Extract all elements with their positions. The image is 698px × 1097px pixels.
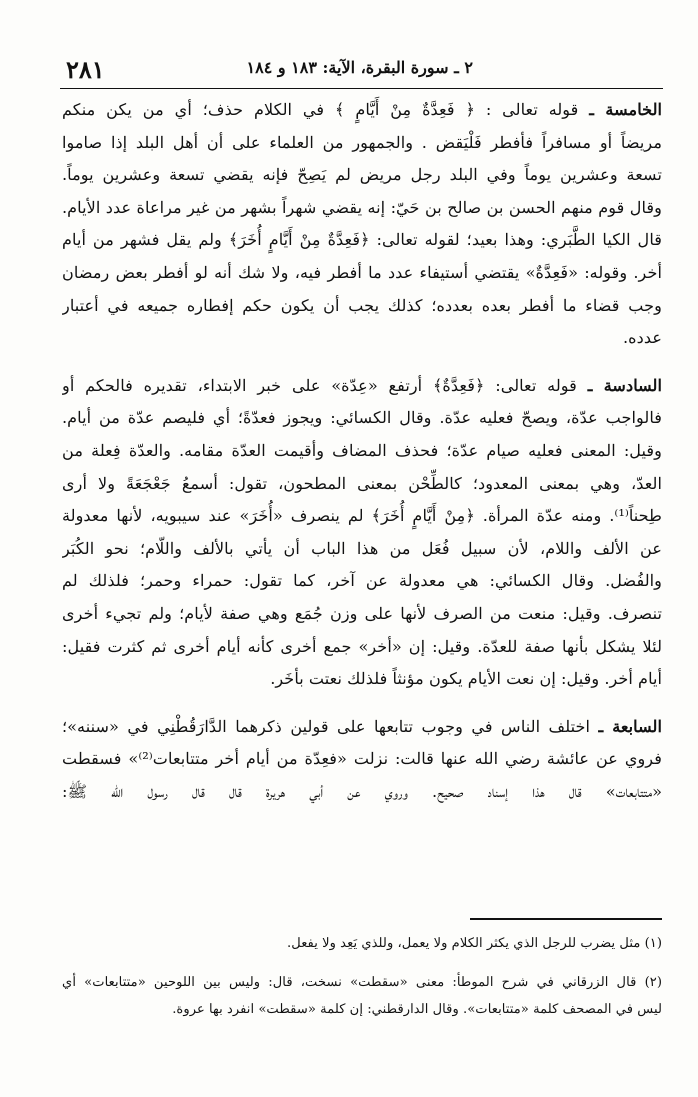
text-line: تسعة وعشرين يوماً وفي البلد رجل مريض لم يَصِحّ فإنه يقضي تسعة وعشرين يوماً.: [62, 165, 662, 185]
section-lead: السابعة ـ: [598, 716, 662, 736]
section-lead: السادسة ـ: [587, 375, 662, 395]
footnotes: [62, 930, 662, 1023]
text-line: فالواجب عدّة، ويصحّ فعليه عدّة. وقال الكسائي: ويجوز فعدّةً؛ أي فليصم عدّة من أيام.: [62, 408, 662, 428]
paragraph-sixth: [62, 370, 662, 696]
footnote-1: (١) مثل يضرب للرجل الذي يكثر الكلام ولا يعمل، وللذي يَعِد ولا يفعل.: [287, 936, 662, 951]
text-line: وقيل: المعنى فعليه صيام عدّة؛ فحذف المضاف وأقيمت العدّة مقامه. والعدّة فِعلة من: [62, 440, 662, 460]
footnote-2: (٢) قال الزرقاني في شرح الموطأ: معنى «سقطت» نسخت، قال: وليس بين اللوحين «متتابعات» أي: [62, 975, 662, 990]
text-line: عدده.: [623, 328, 662, 348]
text-line: أخر. وقوله: «فَعِدَّةٌ» يقتضي أستيفاء عدد ما أفطر فيه، ولا شك أنه لو أفطر بعض رمضان: [62, 262, 662, 282]
text-line: قال الكيا الطَّبَري: وهذا بعيد؛ لقوله تعالى: ﴿فَعِدَّةٌ مِنْ أَيَّامٍ أُخَرَ﴾ ولم يقل فشهر من أيام: [62, 230, 662, 250]
text-line: عن الألف واللام، لأن سبيل فُعَل من هذا الباب أن يأتي بالألف واللّام؛ نحو الكُبَر: [62, 538, 662, 558]
footnote-divider: [470, 918, 662, 920]
text-line: العدّ، وهي بمعنى المعدود؛ كالطِّحْن بمعنى المطحون، تقول: أسمعُ جَعْجَعَةً ولا أرى: [62, 473, 662, 493]
running-title: ٢ ـ سورة البقرة، الآية: ١٨٣ و ١٨٤: [246, 58, 473, 77]
text-line: «متتابعات» قال هذا إسناد صحيح. وروي عن أبي هريرة قال قال رسول الله ﷺ:: [62, 781, 662, 801]
text-line: وجب قضاء ما أفطر بعده بعدده؛ كذلك يجب أن يكون حكم إفطاره جميعه في أعتبار: [62, 295, 662, 315]
text-line: الخامسة ـ قوله تعالى : ﴿ فَعِدَّةٌ مِنْ أَيَّامٍ ﴾ في الكلام حذف؛ أي من يكن منكم: [62, 100, 662, 119]
paragraph-fifth: [62, 94, 662, 355]
text-line: السابعة ـ اختلف الناس في وجوب تتابعها على قولين ذكرهما الدَّارَقُطْنِي في «سننه»؛: [62, 716, 662, 736]
main-text: [62, 94, 662, 808]
text-line: وقال قوم منهم الحسن بن صالح بن حَيّ: إنه يقضي شهراً بشهر من غير مراعاة عدد الأيام.: [62, 197, 662, 217]
text-line: طِحناً⁽¹⁾. ومنه عدّة المرأة. ﴿مِنْ أَيَّامٍ أُخَرَ﴾ لم ينصرف «أُخَرَ» عند سيبويه، لأنها معدولة: [62, 506, 662, 526]
page-header: [58, 55, 663, 88]
paragraph-seventh: [62, 711, 662, 809]
text-line: مريضاً أو مسافراً فأفطر فَلْيَقض . والجمهور من العلماء على أن أهل البلد إذا صاموا: [62, 132, 662, 152]
text-line: لئلا يشكل بأنها صفة للعدّة. وقيل: إن «أخر» جمع أخرى كأنه أيام أخرى ثم كثرت فقيل:: [62, 636, 662, 656]
footnote-2-cont: ليس في المصحف كلمة «متتابعات». وقال الدارقطني: إن كلمة «سقطت» انفرد بها عروة.: [172, 1002, 662, 1017]
text-line: والفُضل. وقال الكسائي: هي معدولة عن آخر، كما تقول: حمراء وحمر؛ فلذلك لم: [62, 571, 662, 591]
text-line: فروي عن عائشة رضي الله عنها قالت: نزلت «فعِدّة من أيام أخر متتابعات⁽²⁾» فسقطت: [62, 749, 662, 769]
text-line: تنصرف. وقيل: منعت من الصرف لأنها على وزن جُمَع وهي صفة لأيام؛ ولم تجيء أخرى: [62, 603, 662, 623]
page-number: ٢٨١: [66, 55, 105, 84]
text-line: أيام أخر. وقيل: إن نعت الأيام يكون مؤنثاً فلذلك نعتت بأخَر.: [270, 669, 662, 689]
text-line: السادسة ـ قوله تعالى: ﴿فَعِدَّةٌ﴾ أرتفع «عِدّة» على خبر الابتداء، تقديره فالحكم أو: [62, 375, 662, 395]
header-divider: [60, 88, 663, 89]
section-lead: الخامسة ـ: [589, 100, 662, 119]
